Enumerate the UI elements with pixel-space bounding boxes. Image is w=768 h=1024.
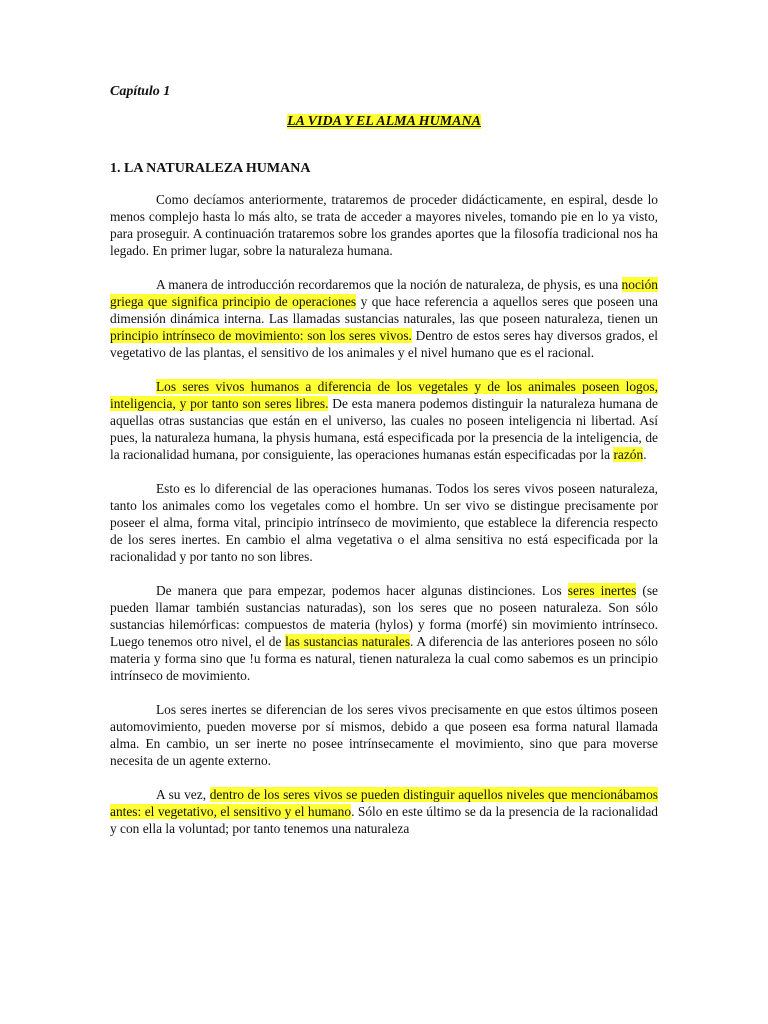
- highlighted-text: principio intrínseco de movimiento: son los seres vivos.: [110, 328, 412, 343]
- paragraph-text: y que hace referencia a aquellos seres que poseen una dimensión dinámica interna. Las llamadas sustancias naturales, las que poseen naturaleza, tienen un: [110, 294, 658, 326]
- paragraph-text: Dentro de estos seres hay diversos grados, el vegetativo de las plantas, el sensitivo de los animales y el nivel humano que es el racional.: [110, 328, 658, 360]
- paragraph-text: A su vez,: [156, 787, 210, 802]
- paragraph-text: De manera que para empezar, podemos hacer algunas distinciones. Los: [156, 583, 568, 598]
- paragraph-text: . A diferencia de las anteriores poseen no sólo materia y forma sino que !u forma es natural, tienen naturaleza la cual como sabemos es un principio intrínseco de movimiento.: [110, 634, 659, 683]
- paragraph-text: De esta manera podemos distinguir la naturaleza humana de aquellas otras sustancias que están en el universo, las cuales no poseen inteligencia ni libertad. Así pues, la naturaleza humana, la physis humana, está especificada por la presencia de la inteligencia, de la racionalidad humana, por consiguiente, las operaciones humanas están especificadas por la: [110, 396, 658, 462]
- section-heading: 1. LA NATURALEZA HUMANA: [110, 161, 311, 176]
- paragraph-text: A manera de introducción recordaremos que la noción de naturaleza, de physis, es una: [156, 277, 622, 292]
- paragraph-2: [110, 276, 658, 361]
- paragraph-3: [110, 378, 658, 463]
- highlighted-text: Los seres vivos humanos a diferencia de los vegetales y de los animales poseen logos, inteligencia, y por tanto son seres libres.: [110, 379, 658, 411]
- paragraph-6: Los seres inertes se diferencian de los seres vivos precisamente en que estos últimos poseen automovimiento, pueden moverse por sí mismos, debido a que poseen esa forma natural llamada alma. En cambio, un ser inerte no posee intrínsecamente el movimiento, sino que para moverse necesita de un agente externo.: [110, 702, 658, 768]
- paragraph-text: .: [643, 447, 647, 462]
- paragraph-text: . Sólo en este último se da la presencia de la racionalidad y con ella la voluntad; por tanto tenemos una naturaleza: [110, 804, 658, 836]
- highlighted-text: razón: [613, 447, 644, 462]
- paragraph-text: (se pueden llamar también sustancias naturadas), son los seres que no poseen naturaleza. Son sólo sustancias hilemórficas: compuestos de materia (hylos) y forma (morfé) sin movimiento intrínseco. Luego tenemos otro nivel, el de: [110, 583, 659, 649]
- highlighted-text: seres inertes: [567, 583, 637, 598]
- highlighted-text: dentro de los seres vivos se pueden distinguir aquellos niveles que mencionábamos antes: el vegetativo, el sensitivo y el humano: [110, 787, 659, 819]
- chapter-label: Capítulo 1: [110, 84, 171, 99]
- paragraph-4: Esto es lo diferencial de las operaciones humanas. Todos los seres vivos poseen naturaleza, tanto los animales como los vegetales como el hombre. Un ser vivo se distingue precisamente por poseer el alma, forma vital, principio intrínseco de movimiento, que establece la diferencia respecto de los seres inertes. En cambio el alma vegetativa o el alma sensitiva no está especificada por la racionalidad y por tanto no son libres.: [110, 481, 658, 564]
- document-title: [110, 114, 658, 130]
- paragraph-7: [110, 786, 658, 837]
- highlighted-text: las sustancias naturales: [285, 634, 411, 649]
- paragraph-5: [110, 582, 658, 684]
- paragraph-1: Como decíamos anteriormente, trataremos de proceder didácticamente, en espiral, desde lo menos complejo hasta lo más alto, se trata de acceder a mayores niveles, tomando pie en lo ya visto, para proseguir. A continuación trataremos sobre los grandes aportes que la filosofía tradicional nos ha legado. En primer lugar, sobre la naturaleza humana.: [110, 192, 658, 258]
- highlighted-text: noción griega que significa principio de operaciones: [110, 277, 658, 309]
- document-title-text: LA VIDA Y EL ALMA HUMANA: [287, 114, 481, 129]
